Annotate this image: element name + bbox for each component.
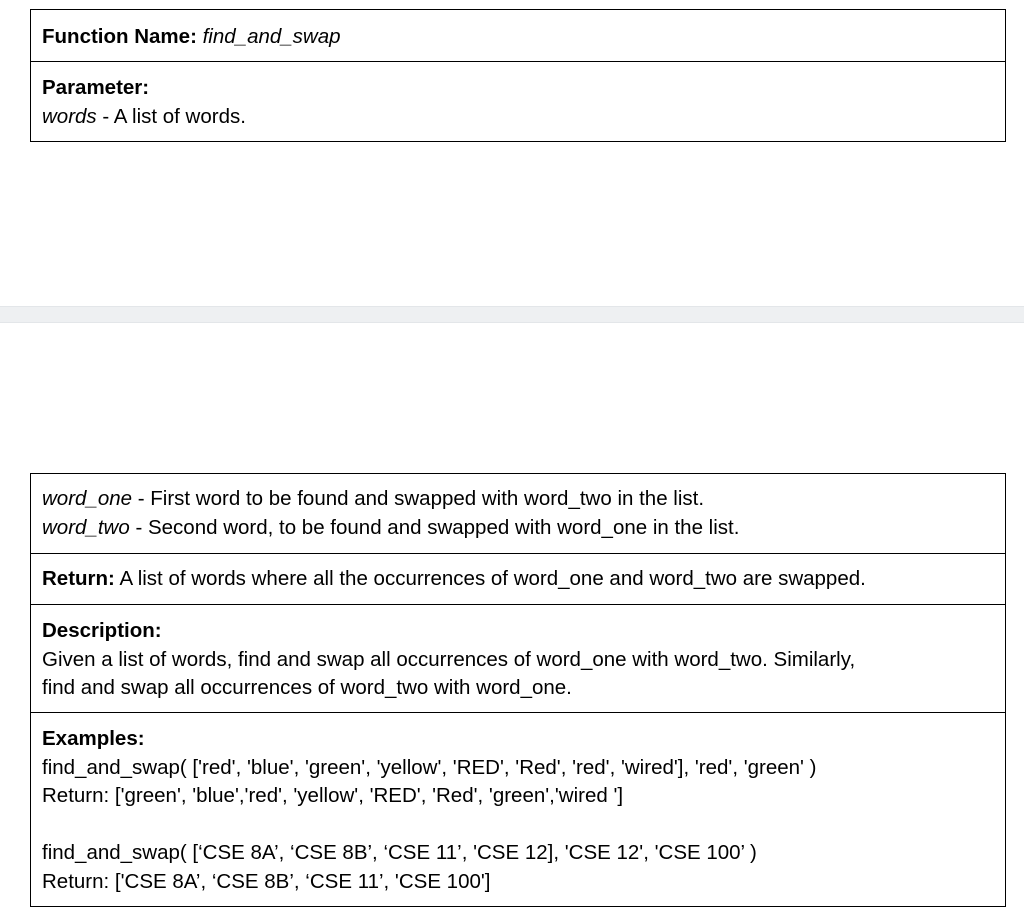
parameter-name: word_two <box>42 515 130 539</box>
parameter-desc: - A list of words. <box>96 104 246 128</box>
parameter-continued-row <box>31 485 1005 542</box>
example-call: find_and_swap( [‘CSE 8A’, ‘CSE 8B’, ‘CSE 11’, 'CSE 12], 'CSE 12', 'CSE 100’ ) <box>42 841 757 864</box>
parameter-row <box>31 74 1005 131</box>
return-row <box>31 565 1005 594</box>
row-divider <box>31 604 1005 605</box>
return-label: Return: <box>42 567 115 590</box>
function-spec-table-bottom <box>30 473 1006 907</box>
page-break <box>0 306 1024 323</box>
row-divider <box>31 712 1005 713</box>
parameter-item-words <box>42 103 997 132</box>
examples-row <box>31 725 1005 896</box>
example-result: Return: ['green', 'blue','red', 'yellow', 'RED', 'Red', 'green','wired '] <box>42 784 624 807</box>
example-result: Return: ['CSE 8A’, ‘CSE 8B’, ‘CSE 11’, 'CSE 100'] <box>42 869 491 893</box>
parameter-label: Parameter: <box>42 76 150 99</box>
function-name-label: Function Name: <box>42 25 197 48</box>
description-line: find and swap all occurrences of word_two with word_one. <box>42 676 572 699</box>
parameter-item-word-two <box>42 514 997 543</box>
parameter-item-word-one <box>42 485 997 514</box>
example-call: find_and_swap( ['red', 'blue', 'green', 'yellow', 'RED', 'Red', 'red', 'wired'], 'red', 'green' ) <box>42 755 817 779</box>
parameter-desc: - Second word, to be found and swapped with word_one in the list. <box>129 515 740 539</box>
description-line: Given a list of words, find and swap all occurrences of word_one with word_two. Similarly, <box>42 647 856 671</box>
example-spacer <box>42 811 997 840</box>
row-divider <box>31 553 1005 554</box>
row-divider <box>31 61 1005 62</box>
function-name-value: find_and_swap <box>202 25 341 48</box>
function-name-row <box>31 23 1005 52</box>
parameter-desc: - First word to be found and swapped with word_two in the list. <box>132 487 705 510</box>
description-row <box>31 617 1005 703</box>
function-spec-table-top <box>30 9 1006 142</box>
parameter-name: words <box>42 104 97 128</box>
examples-label: Examples: <box>42 727 145 750</box>
description-label: Description: <box>42 619 162 642</box>
parameter-name: word_one <box>42 487 133 510</box>
return-text: A list of words where all the occurrences of word_one and word_two are swapped. <box>114 567 866 590</box>
